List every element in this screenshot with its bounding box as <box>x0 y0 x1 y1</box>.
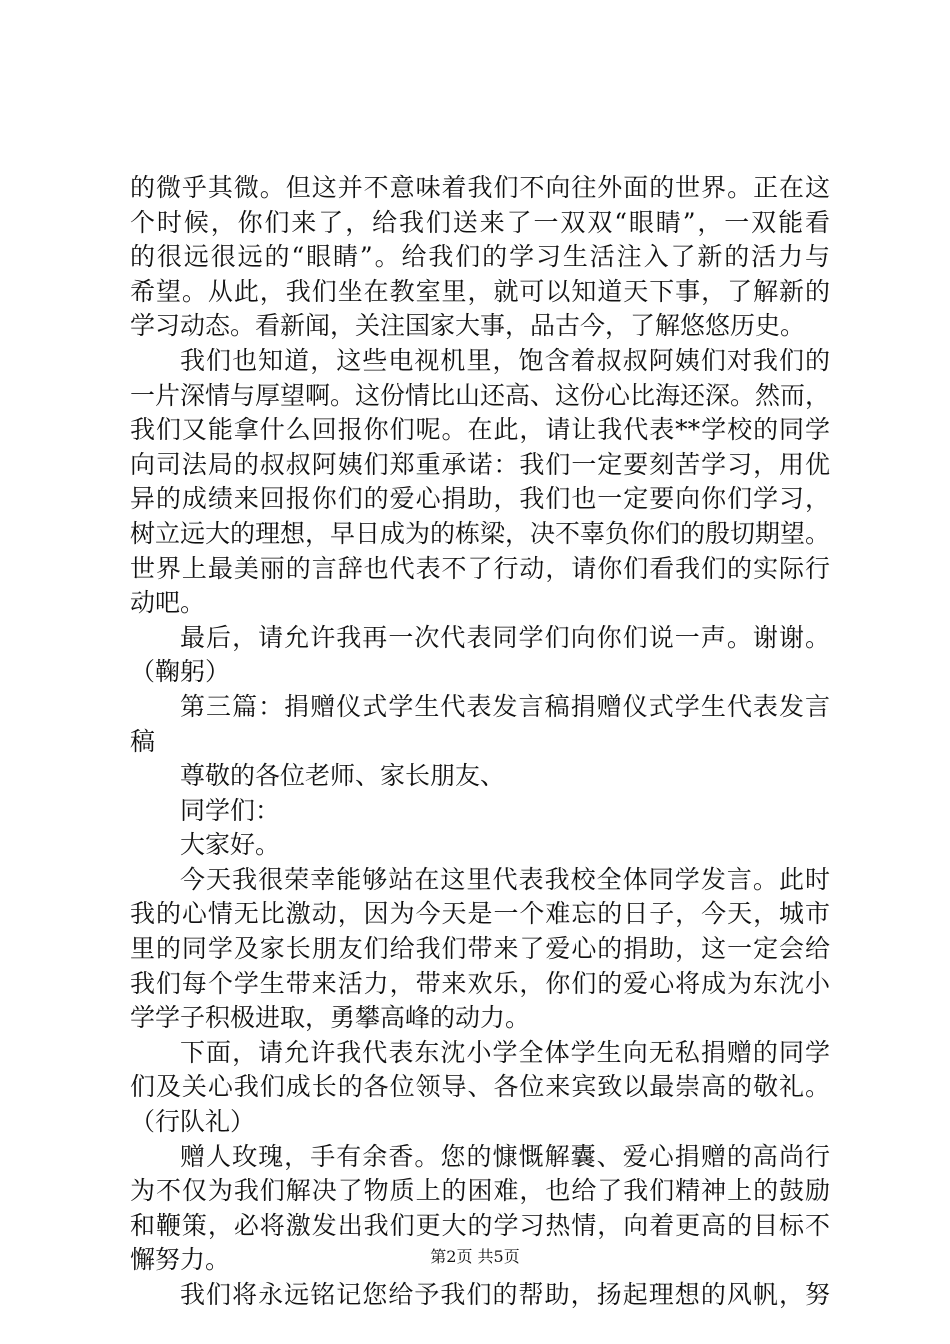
paragraph-start-line: 我们也知道，这些电视机里，饱含着叔叔阿姨们对我们的 <box>180 345 830 375</box>
document-body <box>130 171 830 1313</box>
text-line: 的很远很远的“眼睛”。给我们的学习生活注入了新的活力与 <box>130 242 830 272</box>
text-line: （鞠躬） <box>130 657 231 687</box>
text-line: 树立远大的理想，早日成为的栋梁，决不辜负你们的殷切期望。 <box>130 518 831 548</box>
salutation-line: 尊敬的各位老师、家长朋友、 <box>180 761 506 791</box>
text-line: 为不仅为我们解决了物质上的困难，也给了我们精神上的鼓励 <box>130 1176 830 1206</box>
text-line: 我们又能拿什么回报你们呢。在此，请让我代表**学校的同学 <box>130 415 830 445</box>
text-line: 学学子积极进取，勇攀高峰的动力。 <box>130 1003 531 1033</box>
text-line: 向司法局的叔叔阿姨们郑重承诺：我们一定要刻苦学习，用优 <box>130 449 830 479</box>
text-line: 世界上最美丽的言辞也代表不了行动，请你们看我们的实际行 <box>130 553 830 583</box>
paragraph-start-line: 赠人玫瑰，手有余香。您的慷慨解囊、爱心捐赠的高尚行 <box>180 1141 830 1171</box>
text-line: 和鞭策，必将激发出我们更大的学习热情，向着更高的目标不 <box>130 1210 830 1240</box>
text-line: 个时候，你们来了，给我们送来了一双双“眼睛”，一双能看 <box>130 207 830 237</box>
section-heading: 第三篇：捐赠仪式学生代表发言稿捐赠仪式学生代表发言 <box>180 691 830 721</box>
text-line: 动吧。 <box>130 588 206 618</box>
text-line: 一片深情与厚望啊。这份情比山还高、这份心比海还深。然而， <box>130 380 831 410</box>
greeting-line: 大家好。 <box>180 830 281 860</box>
text-line: 们及关心我们成长的各位领导、各位来宾致以最崇高的敬礼。 <box>130 1072 830 1102</box>
text-line: 希望。从此，我们坐在教室里，就可以知道天下事，了解新的 <box>130 276 830 306</box>
paragraph-start-line: 最后，请允许我再一次代表同学们向你们说一声。谢谢。 <box>180 622 830 652</box>
paragraph-start-line: 下面，请允许我代表东沈小学全体学生向无私捐赠的同学 <box>180 1037 830 1067</box>
section-heading-continuation: 稿 <box>130 726 156 756</box>
text-line: 里的同学及家长朋友们给我们带来了爱心的捐助，这一定会给 <box>130 934 830 964</box>
paragraph-start-line: 今天我很荣幸能够站在这里代表我校全体同学发言。此时 <box>180 864 830 894</box>
text-line: 异的成绩来回报你们的爱心捐助，我们也一定要向你们学习， <box>130 484 830 514</box>
text-line: 懈努力。 <box>130 1245 231 1275</box>
text-line: 学习动态。看新闻，关注国家大事，品古今，了解悠悠历史。 <box>130 311 806 341</box>
text-line: 我的心情无比激动，因为今天是一个难忘的日子，今天，城市 <box>130 899 830 929</box>
page-number-footer: 第2页 共5页 <box>430 1247 520 1266</box>
text-line: 的微乎其微。但这并不意味着我们不向往外面的世界。正在这 <box>130 173 830 202</box>
text-line: 我们每个学生带来活力，带来欢乐，你们的爱心将成为东沈小 <box>130 968 830 998</box>
text-line: （行队礼） <box>130 1107 256 1137</box>
salutation-line: 同学们： <box>180 795 281 825</box>
paragraph-start-line: 我们将永远铭记您给予我们的帮助，扬起理想的风帆，努 <box>180 1280 830 1309</box>
